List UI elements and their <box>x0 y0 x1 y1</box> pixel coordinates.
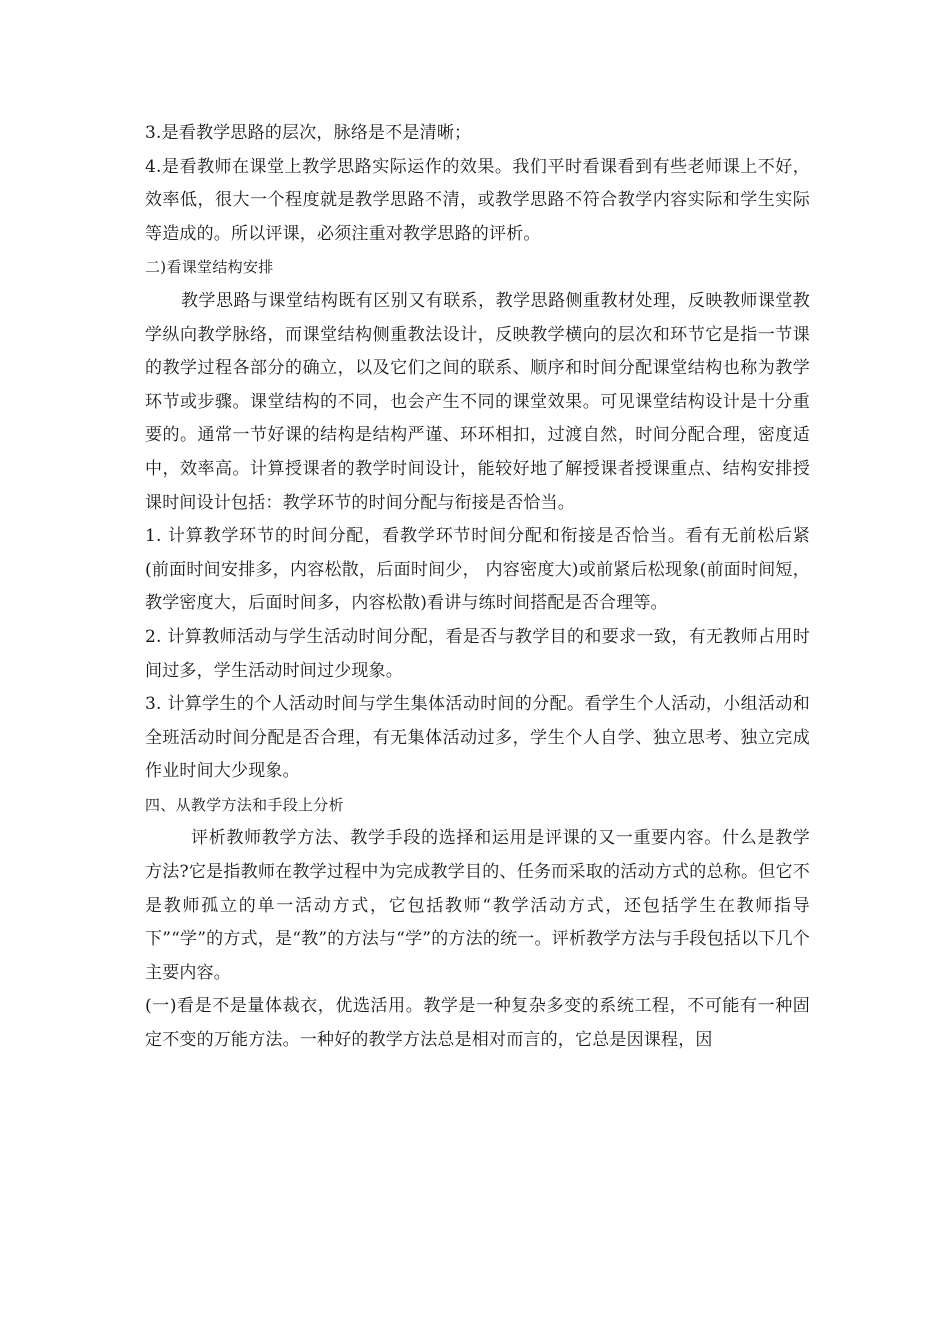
paragraph-item-3: 3.是看教学思路的层次，脉络是不是清晰； <box>145 123 472 143</box>
paragraph-item-2-time: 2. 计算教师活动与学生活动时间分配，看是否与教学目的和要求一致，有无教师占用时间过多，学生活动时间过少现象。 <box>145 626 810 681</box>
paragraph-structure-intro: 教学思路与课堂结构既有区别又有联系，教学思路侧重教材处理，反映教师课堂教学纵向教学脉络，而课堂结构侧重教法设计，反映教学横向的层次和环节它是指一节课的教学过程各部分的确立，以及它们之间的联系、顺序和时间分配课堂结构也称为教学环节或步骤。课堂结构的不同，也会产生不同的课堂效果。可见课堂结构设计是十分重要的。通常一节好课的结构是结构严谨、环环相扣，过渡自然，时间分配合理，密度适中，效率高。计算授课者的教学时间设计，能较好地了解授课者授课重点、结构安排授课时间设计包括：教学环节的时间分配与衔接是否恰当。 <box>145 290 810 513</box>
document-page <box>145 117 810 1058</box>
paragraph-item-4: 4.是看教师在课堂上教学思路实际运作的效果。我们平时看课看到有些老师课上不好，效率低，很大一个程度就是教学思路不清，或教学思路不符合教学内容实际和学生实际等造成的。所以评课，必须注重对教学思路的评析。 <box>145 156 810 244</box>
section-heading-methods: 四、从教学方法和手段上分析 <box>145 795 344 814</box>
paragraph-methods-intro: 评析教师教学方法、教学手段的选择和运用是评课的又一重要内容。什么是教学方法?它是指教师在教学过程中为完成教学目的、任务而采取的活动方式的总称。但它不是教师孤立的单一活动方式，它包括教师“教学活动方式，还包括学生在教师指导下”“学”的方式，是“教”的方法与“学”的方法的统一。评析教学方法与手段包括以下几个主要内容。 <box>145 828 810 983</box>
paragraph-item-3-time: 3. 计算学生的个人活动时间与学生集体活动时间的分配。看学生个人活动，小组活动和全班活动时间分配是否合理，有无集体活动过多，学生个人自学、独立思考、独立完成作业时间大少现象。 <box>145 694 810 782</box>
section-heading-classroom-structure: 二)看课堂结构安排 <box>145 258 274 277</box>
paragraph-item-1-time: 1. 计算教学环节的时间分配，看教学环节时间分配和衔接是否恰当。看有无前松后紧(前面时间安排多，内容松散，后面时间少， 内容密度大)或前紧后松现象(前面时间短，教学密度大，后面时间多，内容松散)看讲与练时间搭配是否合理等。 <box>145 526 810 614</box>
paragraph-methods-item-1: (一)看是不是量体裁衣，优选活用。教学是一种复杂多变的系统工程，不可能有一种固定不变的万能方法。一种好的教学方法总是相对而言的，它总是因课程，因 <box>145 996 810 1051</box>
